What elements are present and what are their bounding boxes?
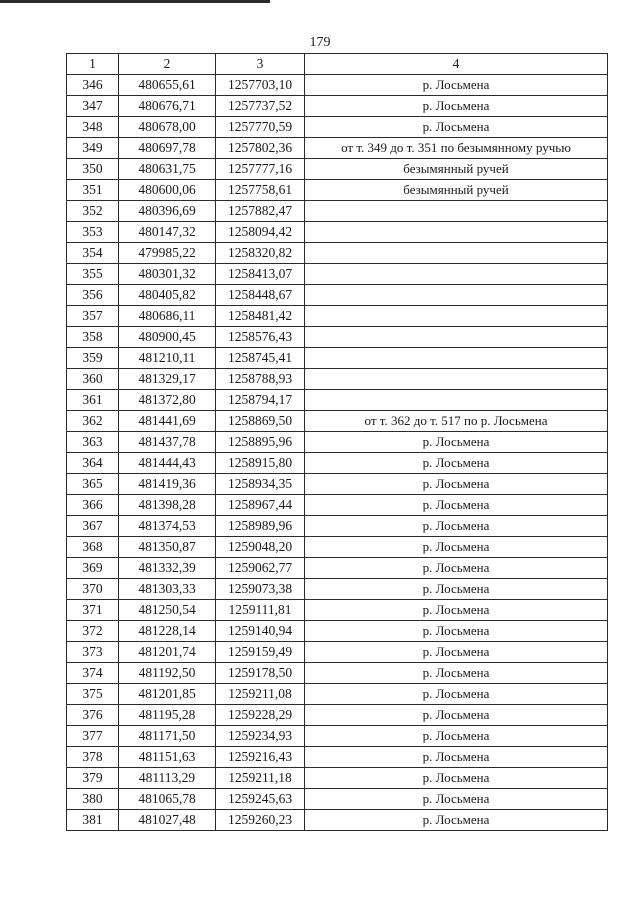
point-number-cell: 370 [67,579,119,600]
point-number-cell: 350 [67,159,119,180]
top-rule [0,0,270,3]
table-row [67,768,608,789]
description-cell: р. Лосьмена [305,684,608,705]
column-header: 1 [67,54,119,75]
table-row [67,558,608,579]
x-coordinate-cell: 481201,85 [119,684,216,705]
x-coordinate-cell: 481210,11 [119,348,216,369]
table-row [67,75,608,96]
table-row [67,600,608,621]
table-row [67,411,608,432]
table-row [67,705,608,726]
x-coordinate-cell: 481303,33 [119,579,216,600]
y-coordinate-cell: 1258967,44 [216,495,305,516]
point-number-cell: 351 [67,180,119,201]
description-cell: р. Лосьмена [305,537,608,558]
table-row [67,369,608,390]
table-row [67,159,608,180]
description-cell [305,306,608,327]
table-row [67,180,608,201]
table-row [67,390,608,411]
description-cell: р. Лосьмена [305,558,608,579]
page-number: 179 [309,35,331,50]
point-number-cell: 363 [67,432,119,453]
description-cell: р. Лосьмена [305,579,608,600]
table-body [67,75,608,831]
point-number-cell: 354 [67,243,119,264]
point-number-cell: 367 [67,516,119,537]
description-cell: р. Лосьмена [305,453,608,474]
x-coordinate-cell: 480600,06 [119,180,216,201]
table-row [67,495,608,516]
description-cell: р. Лосьмена [305,600,608,621]
y-coordinate-cell: 1258448,67 [216,285,305,306]
x-coordinate-cell: 481228,14 [119,621,216,642]
y-coordinate-cell: 1259140,94 [216,621,305,642]
description-cell: р. Лосьмена [305,726,608,747]
table-row [67,516,608,537]
table-header-row [67,54,608,75]
y-coordinate-cell: 1259211,18 [216,768,305,789]
table-row [67,642,608,663]
description-cell: р. Лосьмена [305,747,608,768]
point-number-cell: 360 [67,369,119,390]
point-number-cell: 357 [67,306,119,327]
table-row [67,621,608,642]
y-coordinate-cell: 1258788,93 [216,369,305,390]
column-header: 3 [216,54,305,75]
description-cell: р. Лосьмена [305,642,608,663]
y-coordinate-cell: 1259211,08 [216,684,305,705]
table-row [67,306,608,327]
description-cell: р. Лосьмена [305,96,608,117]
description-cell: от т. 362 до т. 517 по р. Лосьмена [305,411,608,432]
x-coordinate-cell: 481437,78 [119,432,216,453]
point-number-cell: 347 [67,96,119,117]
description-cell: р. Лосьмена [305,117,608,138]
x-coordinate-cell: 481329,17 [119,369,216,390]
y-coordinate-cell: 1258869,50 [216,411,305,432]
x-coordinate-cell: 481065,78 [119,789,216,810]
y-coordinate-cell: 1259260,23 [216,810,305,831]
description-cell [305,264,608,285]
point-number-cell: 353 [67,222,119,243]
table-row [67,348,608,369]
table-row [67,201,608,222]
y-coordinate-cell: 1259111,81 [216,600,305,621]
x-coordinate-cell: 481027,48 [119,810,216,831]
y-coordinate-cell: 1257770,59 [216,117,305,138]
x-coordinate-cell: 480147,32 [119,222,216,243]
table-row [67,432,608,453]
point-number-cell: 346 [67,75,119,96]
y-coordinate-cell: 1258895,96 [216,432,305,453]
table-row [67,243,608,264]
description-cell: р. Лосьмена [305,621,608,642]
point-number-cell: 361 [67,390,119,411]
description-cell: р. Лосьмена [305,474,608,495]
x-coordinate-cell: 481398,28 [119,495,216,516]
x-coordinate-cell: 481113,29 [119,768,216,789]
x-coordinate-cell: 480405,82 [119,285,216,306]
point-number-cell: 373 [67,642,119,663]
table-row [67,222,608,243]
column-header: 4 [305,54,608,75]
point-number-cell: 364 [67,453,119,474]
x-coordinate-cell: 481441,69 [119,411,216,432]
y-coordinate-cell: 1257882,47 [216,201,305,222]
description-cell [305,285,608,306]
y-coordinate-cell: 1259234,93 [216,726,305,747]
x-coordinate-cell: 480655,61 [119,75,216,96]
point-number-cell: 371 [67,600,119,621]
y-coordinate-cell: 1258576,43 [216,327,305,348]
table-row [67,264,608,285]
y-coordinate-cell: 1259228,29 [216,705,305,726]
point-number-cell: 375 [67,684,119,705]
x-coordinate-cell: 479985,22 [119,243,216,264]
table-row [67,138,608,159]
point-number-cell: 358 [67,327,119,348]
description-cell [305,243,608,264]
y-coordinate-cell: 1259073,38 [216,579,305,600]
table-row [67,474,608,495]
description-cell: от т. 349 до т. 351 по безымянному ручью [305,138,608,159]
y-coordinate-cell: 1258934,35 [216,474,305,495]
y-coordinate-cell: 1259216,43 [216,747,305,768]
point-number-cell: 372 [67,621,119,642]
description-cell [305,327,608,348]
description-cell: р. Лосьмена [305,705,608,726]
y-coordinate-cell: 1258413,07 [216,264,305,285]
point-number-cell: 369 [67,558,119,579]
table-row [67,117,608,138]
y-coordinate-cell: 1259178,50 [216,663,305,684]
coordinates-table [66,53,608,831]
description-cell: р. Лосьмена [305,663,608,684]
y-coordinate-cell: 1259062,77 [216,558,305,579]
description-cell [305,369,608,390]
point-number-cell: 376 [67,705,119,726]
x-coordinate-cell: 481195,28 [119,705,216,726]
table-row [67,663,608,684]
description-cell [305,201,608,222]
x-coordinate-cell: 481444,43 [119,453,216,474]
x-coordinate-cell: 481151,63 [119,747,216,768]
point-number-cell: 380 [67,789,119,810]
description-cell [305,222,608,243]
description-cell: р. Лосьмена [305,432,608,453]
x-coordinate-cell: 480631,75 [119,159,216,180]
description-cell: р. Лосьмена [305,768,608,789]
x-coordinate-cell: 481192,50 [119,663,216,684]
point-number-cell: 379 [67,768,119,789]
description-cell: р. Лосьмена [305,516,608,537]
description-cell: р. Лосьмена [305,789,608,810]
description-cell [305,390,608,411]
y-coordinate-cell: 1258989,96 [216,516,305,537]
x-coordinate-cell: 481201,74 [119,642,216,663]
x-coordinate-cell: 481171,50 [119,726,216,747]
y-coordinate-cell: 1258745,41 [216,348,305,369]
x-coordinate-cell: 481419,36 [119,474,216,495]
table-row [67,789,608,810]
table-row [67,810,608,831]
x-coordinate-cell: 480301,32 [119,264,216,285]
x-coordinate-cell: 480686,11 [119,306,216,327]
point-number-cell: 368 [67,537,119,558]
table-row [67,747,608,768]
table-row [67,537,608,558]
point-number-cell: 365 [67,474,119,495]
y-coordinate-cell: 1258094,42 [216,222,305,243]
y-coordinate-cell: 1257802,36 [216,138,305,159]
point-number-cell: 359 [67,348,119,369]
point-number-cell: 352 [67,201,119,222]
description-cell: безымянный ручей [305,180,608,201]
x-coordinate-cell: 481374,53 [119,516,216,537]
point-number-cell: 374 [67,663,119,684]
y-coordinate-cell: 1259245,63 [216,789,305,810]
x-coordinate-cell: 480900,45 [119,327,216,348]
description-cell: р. Лосьмена [305,810,608,831]
x-coordinate-cell: 481332,39 [119,558,216,579]
description-cell: р. Лосьмена [305,75,608,96]
y-coordinate-cell: 1258915,80 [216,453,305,474]
point-number-cell: 377 [67,726,119,747]
point-number-cell: 378 [67,747,119,768]
y-coordinate-cell: 1257777,16 [216,159,305,180]
column-header: 2 [119,54,216,75]
point-number-cell: 356 [67,285,119,306]
y-coordinate-cell: 1258481,42 [216,306,305,327]
point-number-cell: 348 [67,117,119,138]
table-row [67,684,608,705]
table-row [67,285,608,306]
y-coordinate-cell: 1257758,61 [216,180,305,201]
x-coordinate-cell: 481350,87 [119,537,216,558]
description-cell: безымянный ручей [305,159,608,180]
x-coordinate-cell: 480676,71 [119,96,216,117]
y-coordinate-cell: 1258794,17 [216,390,305,411]
table-row [67,726,608,747]
point-number-cell: 349 [67,138,119,159]
y-coordinate-cell: 1259159,49 [216,642,305,663]
x-coordinate-cell: 481372,80 [119,390,216,411]
x-coordinate-cell: 480697,78 [119,138,216,159]
point-number-cell: 381 [67,810,119,831]
point-number-cell: 355 [67,264,119,285]
y-coordinate-cell: 1257737,52 [216,96,305,117]
table-row [67,579,608,600]
description-cell [305,348,608,369]
x-coordinate-cell: 480678,00 [119,117,216,138]
table-row [67,96,608,117]
x-coordinate-cell: 480396,69 [119,201,216,222]
point-number-cell: 362 [67,411,119,432]
y-coordinate-cell: 1258320,82 [216,243,305,264]
table-row [67,453,608,474]
y-coordinate-cell: 1259048,20 [216,537,305,558]
point-number-cell: 366 [67,495,119,516]
table-row [67,327,608,348]
y-coordinate-cell: 1257703,10 [216,75,305,96]
description-cell: р. Лосьмена [305,495,608,516]
x-coordinate-cell: 481250,54 [119,600,216,621]
